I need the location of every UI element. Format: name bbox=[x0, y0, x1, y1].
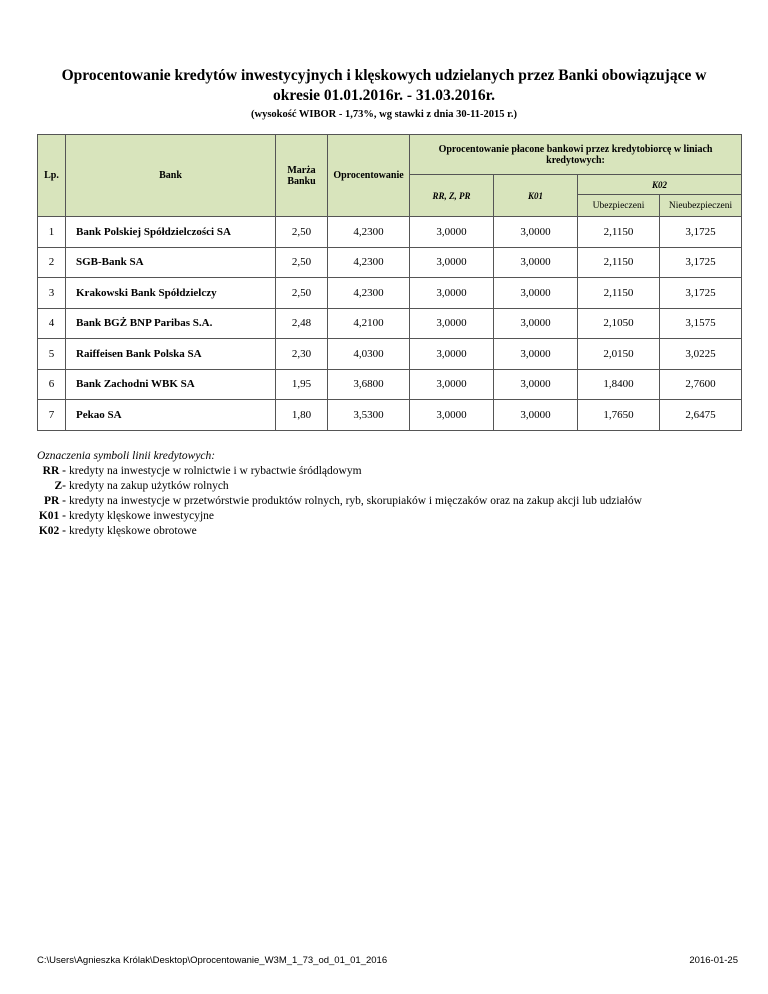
cell-oprocentowanie: 4,2100 bbox=[328, 308, 410, 339]
cell-oprocentowanie: 4,2300 bbox=[328, 247, 410, 278]
cell-rr: 3,0000 bbox=[410, 278, 494, 309]
header-marza: Marża Banku bbox=[276, 135, 328, 217]
cell-bank: Raiffeisen Bank Polska SA bbox=[66, 339, 276, 370]
cell-ubezpieczeni: 2,1150 bbox=[578, 217, 660, 248]
document-subtitle: (wysokość WIBOR - 1,73%, wg stawki z dnia 30-11-2015 r.) bbox=[250, 109, 518, 120]
cell-ubezpieczeni: 1,7650 bbox=[578, 400, 660, 431]
cell-ubezpieczeni: 2,1150 bbox=[578, 247, 660, 278]
cell-marza: 1,80 bbox=[276, 400, 328, 431]
cell-rr: 3,0000 bbox=[410, 369, 494, 400]
header-k01: K01 bbox=[494, 175, 578, 217]
cell-k01: 3,0000 bbox=[494, 217, 578, 248]
cell-rr: 3,0000 bbox=[410, 308, 494, 339]
cell-lp: 6 bbox=[38, 369, 66, 400]
cell-bank: Bank Polskiej Spółdzielczości SA bbox=[66, 217, 276, 248]
cell-bank: SGB-Bank SA bbox=[66, 247, 276, 278]
table-row bbox=[38, 369, 742, 400]
cell-lp: 1 bbox=[38, 217, 66, 248]
legend-item bbox=[37, 509, 642, 524]
cell-k01: 3,0000 bbox=[494, 308, 578, 339]
legend-item bbox=[37, 524, 642, 539]
cell-lp: 3 bbox=[38, 278, 66, 309]
table-row bbox=[38, 308, 742, 339]
cell-lp: 2 bbox=[38, 247, 66, 278]
legend-item bbox=[37, 494, 642, 509]
cell-k01: 3,0000 bbox=[494, 278, 578, 309]
header-ubezpieczeni: Ubezpieczeni bbox=[578, 195, 660, 217]
footer-file-path: C:\Users\Agnieszka Królak\Desktop\Oprocentowanie_W3M_1_73_od_01_01_2016 bbox=[37, 955, 388, 966]
cell-marza: 2,48 bbox=[276, 308, 328, 339]
legend-text: kredyty na zakup użytków rolnych bbox=[69, 480, 229, 492]
cell-bank: Krakowski Bank Spółdzielczy bbox=[66, 278, 276, 309]
legend-heading: Oznaczenia symboli linii kredytowych: bbox=[37, 450, 216, 462]
table-row bbox=[38, 217, 742, 248]
cell-k01: 3,0000 bbox=[494, 339, 578, 370]
cell-nieubezpieczeni: 3,0225 bbox=[660, 339, 742, 370]
header-group: Oprocentowanie płacone bankowi przez kredytobiorcę w liniach kredytowych: bbox=[410, 135, 742, 175]
legend-text: kredyty na inwestycje w rolnictwie i w rybactwie śródlądowym bbox=[69, 465, 362, 477]
cell-ubezpieczeni: 2,1150 bbox=[578, 278, 660, 309]
header-rr: RR, Z, PR bbox=[410, 175, 494, 217]
legend bbox=[37, 449, 642, 539]
header-nieubezpieczeni: Nieubezpieczeni bbox=[660, 195, 742, 217]
legend-symbol: Z- bbox=[54, 480, 66, 492]
footer-date: 2016-01-25 bbox=[689, 955, 738, 966]
cell-k01: 3,0000 bbox=[494, 247, 578, 278]
header-bank: Bank bbox=[66, 135, 276, 217]
cell-ubezpieczeni: 2,1050 bbox=[578, 308, 660, 339]
cell-oprocentowanie: 4,2300 bbox=[328, 217, 410, 248]
cell-bank: Pekao SA bbox=[66, 400, 276, 431]
cell-oprocentowanie: 3,5300 bbox=[328, 400, 410, 431]
cell-oprocentowanie: 3,6800 bbox=[328, 369, 410, 400]
cell-nieubezpieczeni: 3,1725 bbox=[660, 278, 742, 309]
header-k02: K02 bbox=[578, 175, 742, 195]
cell-nieubezpieczeni: 3,1575 bbox=[660, 308, 742, 339]
legend-symbol: K02 - bbox=[38, 525, 66, 537]
rates-table bbox=[37, 134, 742, 431]
cell-rr: 3,0000 bbox=[410, 400, 494, 431]
legend-symbol: K01 - bbox=[38, 510, 66, 522]
legend-text: kredyty klęskowe obrotowe bbox=[69, 525, 197, 537]
cell-ubezpieczeni: 2,0150 bbox=[578, 339, 660, 370]
legend-text: kredyty klęskowe inwestycyjne bbox=[69, 510, 214, 522]
cell-oprocentowanie: 4,2300 bbox=[328, 278, 410, 309]
cell-bank: Bank Zachodni WBK SA bbox=[66, 369, 276, 400]
cell-nieubezpieczeni: 3,1725 bbox=[660, 217, 742, 248]
cell-lp: 5 bbox=[38, 339, 66, 370]
cell-k01: 3,0000 bbox=[494, 369, 578, 400]
cell-rr: 3,0000 bbox=[410, 217, 494, 248]
cell-bank: Bank BGŻ BNP Paribas S.A. bbox=[66, 308, 276, 339]
header-oprocentowanie: Oprocentowanie bbox=[328, 135, 410, 217]
cell-nieubezpieczeni: 2,7600 bbox=[660, 369, 742, 400]
cell-marza: 2,30 bbox=[276, 339, 328, 370]
document-title: Oprocentowanie kredytów inwestycyjnych i klęskowych udzielanych przez Banki obowiązujące w okresie 01.01.2016r. - 31.03.2016r. bbox=[61, 67, 707, 104]
legend-symbol: PR - bbox=[43, 495, 66, 507]
legend-item bbox=[37, 479, 642, 494]
cell-marza: 2,50 bbox=[276, 247, 328, 278]
table-row bbox=[38, 278, 742, 309]
legend-symbol: RR - bbox=[42, 465, 66, 477]
table-row bbox=[38, 400, 742, 431]
cell-marza: 2,50 bbox=[276, 278, 328, 309]
cell-lp: 7 bbox=[38, 400, 66, 431]
cell-rr: 3,0000 bbox=[410, 339, 494, 370]
table-row bbox=[38, 339, 742, 370]
cell-oprocentowanie: 4,0300 bbox=[328, 339, 410, 370]
cell-nieubezpieczeni: 2,6475 bbox=[660, 400, 742, 431]
legend-item bbox=[37, 464, 642, 479]
cell-marza: 1,95 bbox=[276, 369, 328, 400]
cell-k01: 3,0000 bbox=[494, 400, 578, 431]
cell-rr: 3,0000 bbox=[410, 247, 494, 278]
cell-ubezpieczeni: 1,8400 bbox=[578, 369, 660, 400]
cell-lp: 4 bbox=[38, 308, 66, 339]
header-lp: Lp. bbox=[38, 135, 66, 217]
cell-marza: 2,50 bbox=[276, 217, 328, 248]
legend-text: kredyty na inwestycje w przetwórstwie produktów rolnych, ryb, skorupiaków i mięczaków oraz na zakup akcji lub udziałów bbox=[69, 495, 642, 507]
cell-nieubezpieczeni: 3,1725 bbox=[660, 247, 742, 278]
table-row bbox=[38, 247, 742, 278]
